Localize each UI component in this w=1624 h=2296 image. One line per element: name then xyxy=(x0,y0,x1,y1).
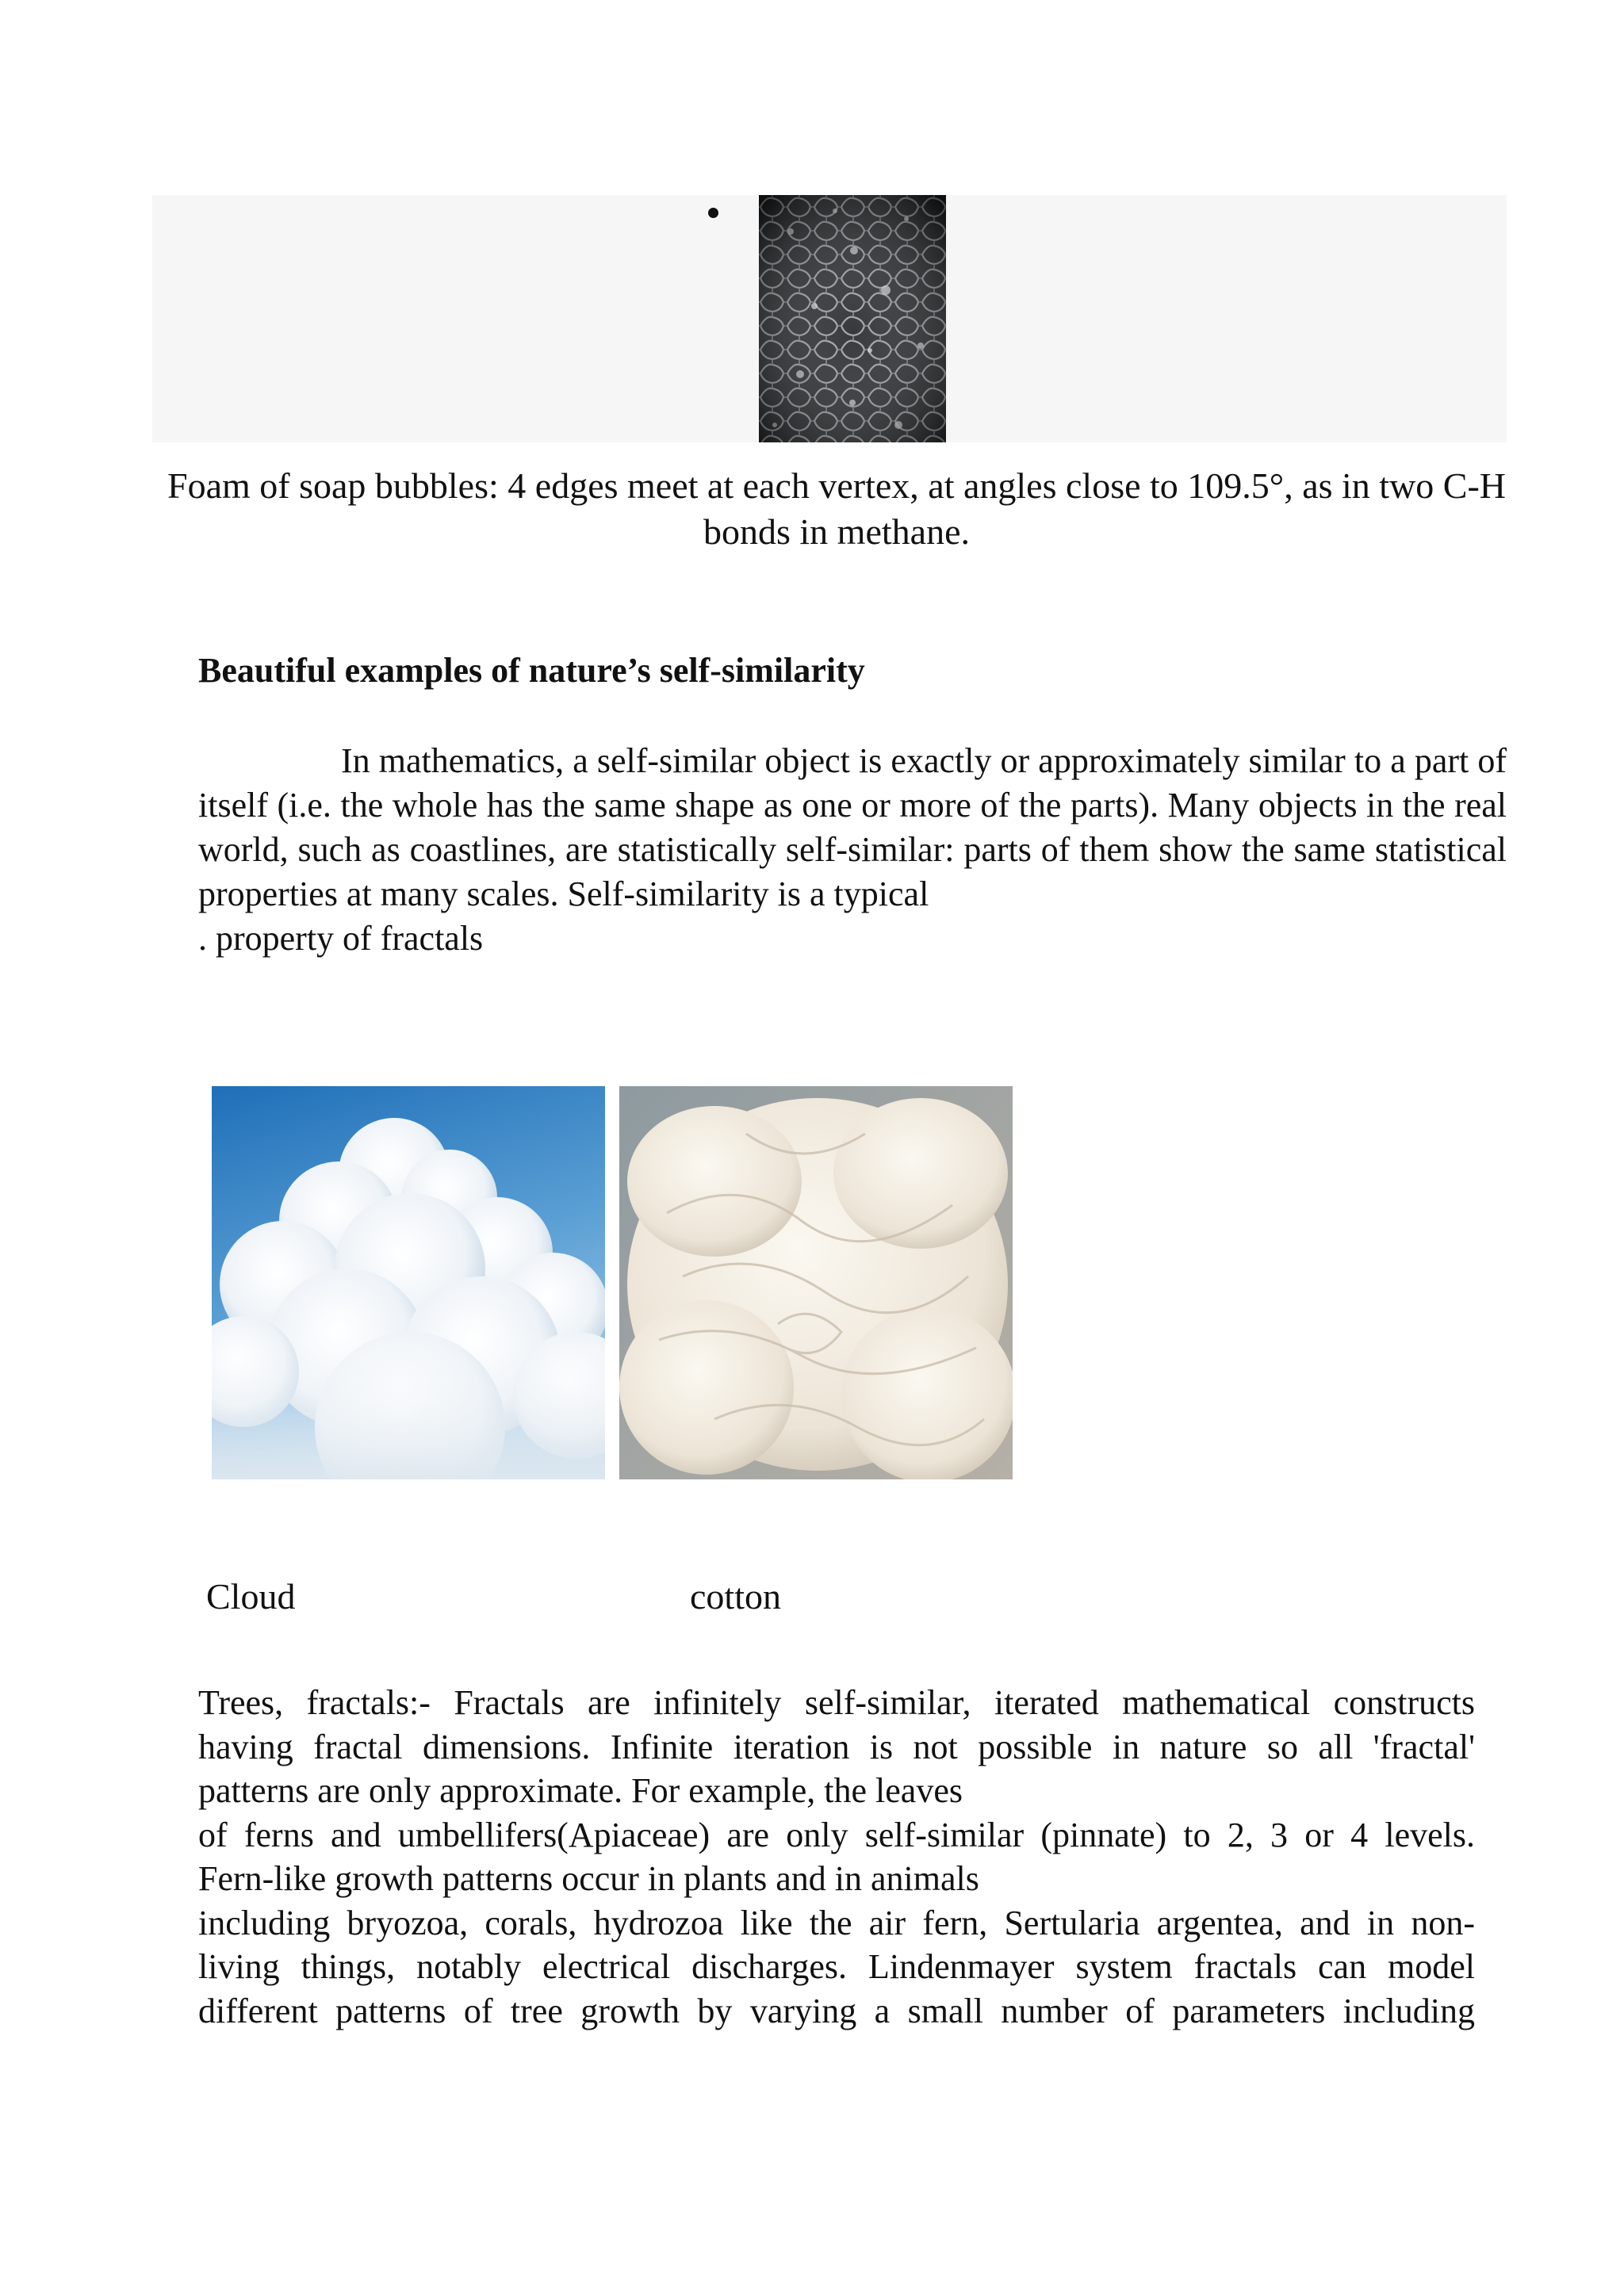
paragraph-line: having fractal dimensions. Infinite iteration is not possible in nature so all 'fractal' xyxy=(198,1727,1475,1766)
cloud-photo xyxy=(212,1086,605,1479)
paragraph-line: Trees, fractals:- Fractals are infinitely self-similar, iterated mathematical constructs xyxy=(198,1683,1475,1722)
paragraph-tail: . property of fractals xyxy=(198,919,484,958)
paragraph-line: living things, notably electrical discharges. Lindenmayer system fractals can model xyxy=(198,1947,1475,1986)
self-similarity-paragraph xyxy=(198,739,1507,961)
cotton-label: cotton xyxy=(690,1576,781,1617)
paragraph-line: patterns are only approximate. For example, the leaves xyxy=(198,1771,963,1810)
bullet-icon xyxy=(708,208,718,218)
trees-fractals-paragraph xyxy=(198,1681,1475,2033)
section-heading: Beautiful examples of nature’s self-similarity xyxy=(198,651,865,690)
paragraph-line: of ferns and umbellifers(Apiaceae) are only self-similar (pinnate) to 2, 3 or 4 levels. xyxy=(198,1815,1475,1854)
paragraph-line: Fern-like growth patterns occur in plants and in animals xyxy=(198,1859,979,1898)
paragraph-text: In mathematics, a self-similar object is exactly or approximately similar to a part of itself (i.e. the whole has the same shape as one or more of the parts). Many objects in the real world, such as coastlines, are statistically self-similar: parts of them show the same statistical properties at many scales. Self-similarity is a typical xyxy=(198,741,1507,913)
cotton-photo xyxy=(619,1086,1013,1479)
soap-foam-photo xyxy=(759,195,946,442)
paragraph-line: including bryozoa, corals, hydrozoa like the air fern, Sertularia argentea, and in non- xyxy=(198,1903,1475,1942)
cloud-label: Cloud xyxy=(206,1576,296,1617)
paragraph-line: different patterns of tree growth by varying a small number of parameters including xyxy=(198,1991,1475,2030)
foam-caption: Foam of soap bubbles: 4 edges meet at each vertex, at angles close to 109.5°, as in two C-H bonds in methane. xyxy=(167,465,1507,552)
